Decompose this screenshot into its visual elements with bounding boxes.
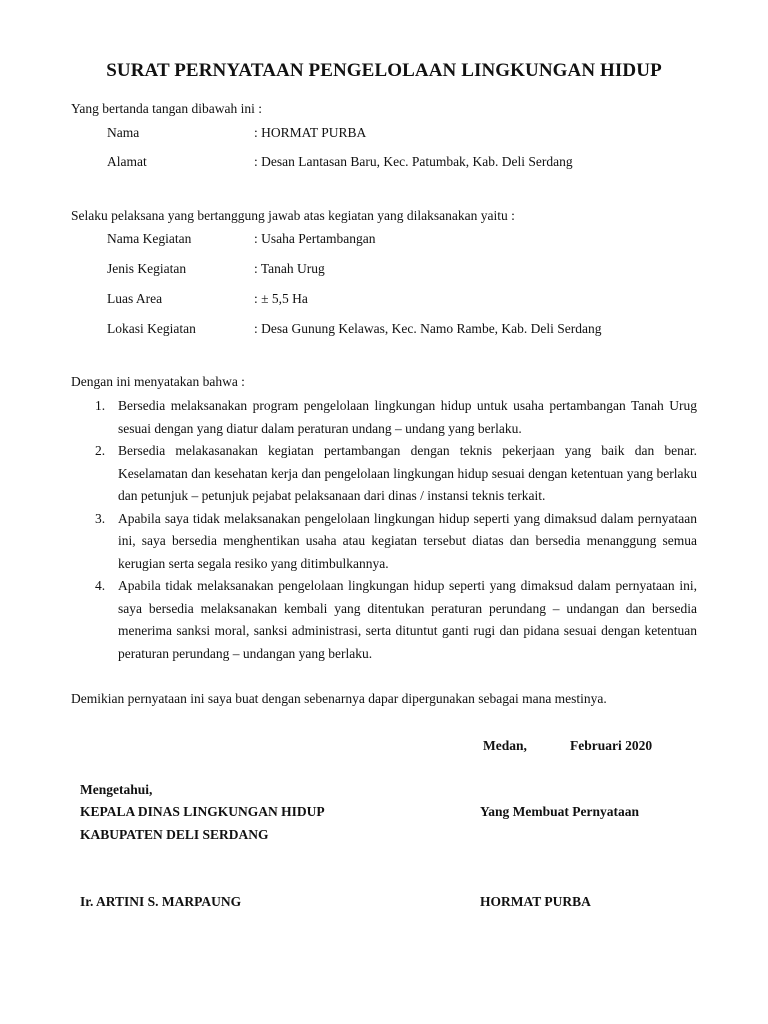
document-title: SURAT PERNYATAAN PENGELOLAAN LINGKUNGAN HIDUP <box>106 60 662 81</box>
intro-text: Yang bertanda tangan dibawah ini : <box>71 101 262 116</box>
maker-label: Yang Membuat Pernyataan <box>480 804 639 819</box>
declaration-intro-text: Dengan ini menyatakan bahwa : <box>71 374 245 389</box>
closing-text: Demikian pernyataan ini saya buat dengan sebenarnya dapar dipergunakan sebagai mana mestinya. <box>71 691 607 706</box>
official-signatory-name: Ir. ARTINI S. MARPAUNG <box>80 894 242 909</box>
acknowledge-label: Mengetahui, <box>80 782 153 797</box>
statement-text: Bersedia melaksanakan program pengelolaan lingkungan hidup untuk usaha pertambangan Tanah Urug sesuai dengan yang diatur dalam peraturan undang – undang yang berlaku. <box>118 398 697 436</box>
date-text: Februari 2020 <box>570 738 653 753</box>
statement-item <box>71 395 697 440</box>
place-text: Medan, <box>483 738 527 753</box>
signer-address-value: : Desan Lantasan Baru, Kec. Patumbak, Kab. Deli Serdang <box>254 154 573 169</box>
signer-name-label: Nama <box>107 125 140 140</box>
statement-number: 4. <box>95 578 106 593</box>
statement-text: Apabila saya tidak melaksanakan pengelolaan lingkungan hidup seperti yang dimaksud dalam pernyataan ini, saya bersedia menghentikan usaha atau kegiatan tersebut diatas dan bersedia menanggung semua kerugian serta segala resiko yang ditimbulkannya. <box>118 510 697 571</box>
activity-type-value: : Tanah Urug <box>254 261 325 276</box>
statement-number: 3. <box>95 510 106 526</box>
statement-item <box>71 575 697 665</box>
activity-type-label: Jenis Kegiatan <box>107 261 187 276</box>
office-title-line2: KABUPATEN DELI SERDANG <box>80 827 269 842</box>
statement-item <box>71 508 697 576</box>
activity-area-value: : ± 5,5 Ha <box>254 291 308 306</box>
office-title-line1: KEPALA DINAS LINGKUNGAN HIDUP <box>80 804 325 819</box>
statement-item <box>71 440 697 508</box>
statement-text: Apabila tidak melaksanakan pengelolaan lingkungan hidup seperti yang dimaksud dalam pernyataan ini, saya bersedia melaksanakan kembali yang ditentukan peraturan perundang – undangan dan bersedia menerima sanksi moral, sanksi administrasi, serta dituntut ganti rugi dan pidana sesuai dengan ketentuan peraturan perundang – undangan yang berlaku. <box>118 578 697 661</box>
statement-list <box>71 395 697 665</box>
statement-number: 2. <box>95 443 106 458</box>
activity-name-label: Nama Kegiatan <box>107 231 192 246</box>
activity-area-label: Luas Area <box>107 291 163 306</box>
statement-number: 1. <box>95 398 106 413</box>
activity-location-value: : Desa Gunung Kelawas, Kec. Namo Rambe, Kab. Deli Serdang <box>254 321 602 336</box>
activity-name-value: : Usaha Pertambangan <box>254 231 376 246</box>
role-intro-text: Selaku pelaksana yang bertanggung jawab atas kegiatan yang dilaksanakan yaitu : <box>71 208 515 223</box>
maker-signatory-name: HORMAT PURBA <box>480 894 591 909</box>
activity-location-label: Lokasi Kegiatan <box>107 321 196 336</box>
signer-name-value: : HORMAT PURBA <box>254 125 367 140</box>
signer-address-label: Alamat <box>107 154 147 169</box>
statement-text: Bersedia melakasanakan kegiatan pertambangan dengan teknis pekerjaan yang baik dan benar. Keselamatan dan kesehatan kerja dan pengelolaan lingkungan hidup sesuai dengan ketentuan yang berlaku dan petunjuk – petunjuk pejabat pelaksanaan dari dinas / instansi teknis terkait. <box>118 443 697 503</box>
